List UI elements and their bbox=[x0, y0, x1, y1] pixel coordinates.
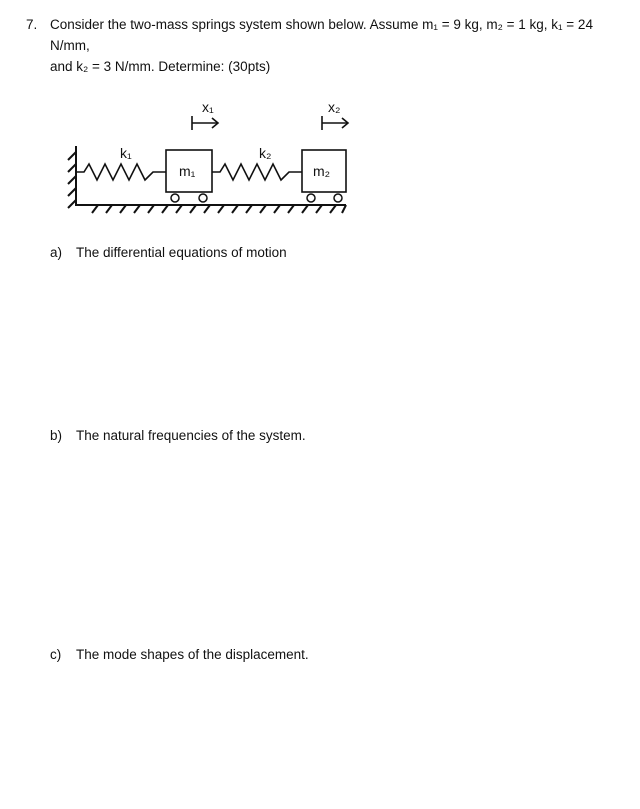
part-a-letter: a) bbox=[50, 245, 63, 260]
part-c-text: The mode shapes of the displacement. bbox=[76, 647, 309, 662]
problem-line-2: and k₂ = 3 N/mm. Determine: (30pts) bbox=[50, 59, 271, 74]
left-wall bbox=[68, 146, 76, 208]
x1-label: x₁ bbox=[202, 99, 214, 115]
x1-arrow bbox=[192, 116, 218, 130]
part-a bbox=[50, 244, 287, 262]
m1-wheel-left bbox=[171, 194, 179, 202]
spring-k2 bbox=[212, 164, 302, 180]
mass-spring-diagram bbox=[62, 94, 362, 220]
problem-text bbox=[50, 14, 636, 77]
part-a-text: The differential equations of motion bbox=[76, 245, 287, 260]
problem-number: 7. bbox=[26, 17, 38, 32]
x2-arrow bbox=[322, 116, 348, 130]
m1-wheel-right bbox=[199, 194, 207, 202]
m2-wheel-left bbox=[307, 194, 315, 202]
m1-label: m₁ bbox=[179, 163, 196, 179]
part-b bbox=[50, 427, 306, 445]
ground bbox=[76, 205, 346, 213]
m2-wheel-right bbox=[334, 194, 342, 202]
part-b-letter: b) bbox=[50, 428, 63, 443]
part-b-text: The natural frequencies of the system. bbox=[76, 428, 306, 443]
spring-k1 bbox=[76, 164, 166, 180]
x2-label: x₂ bbox=[328, 99, 341, 115]
k1-label: k₁ bbox=[120, 145, 132, 161]
part-c-letter: c) bbox=[50, 647, 62, 662]
part-c bbox=[50, 646, 309, 664]
k2-label: k₂ bbox=[259, 145, 272, 161]
m2-label: m₂ bbox=[313, 163, 331, 179]
mass-spring-svg bbox=[62, 94, 362, 220]
problem-statement bbox=[26, 14, 636, 77]
problem-line-1: Consider the two-mass springs system shown below. Assume m₁ = 9 kg, m₂ = 1 kg, k₁ = 24 N/mm, bbox=[50, 17, 593, 53]
